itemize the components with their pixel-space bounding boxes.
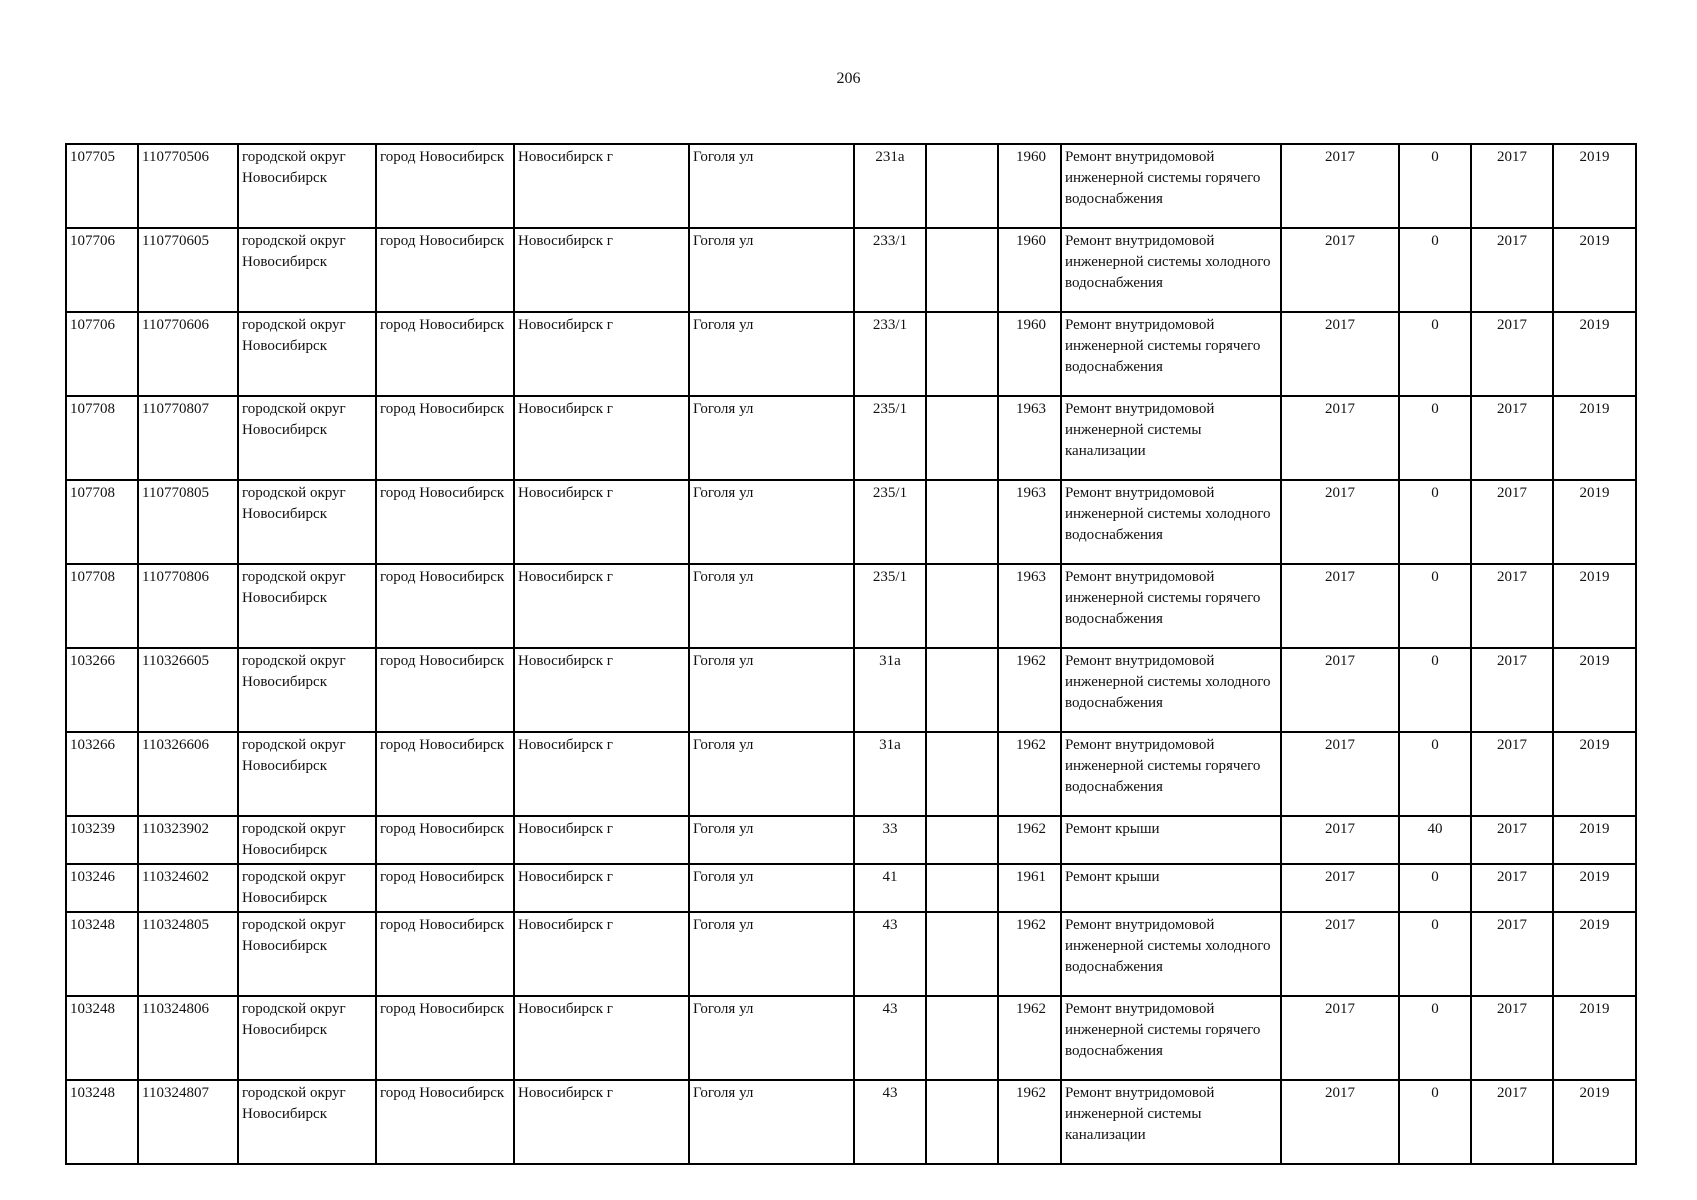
district-cell: городской округ Новосибирск (238, 996, 376, 1080)
end-year-cell: 2019 (1553, 312, 1636, 396)
work-type-cell: Ремонт внутридомовой инженерной системы горячего водоснабжения (1061, 564, 1281, 648)
start-year-cell: 2017 (1471, 312, 1553, 396)
start-year-cell: 2017 (1471, 816, 1553, 864)
house-number-cell: 235/1 (854, 564, 926, 648)
blank-cell (926, 996, 998, 1080)
street-cell: Гоголя ул (689, 312, 854, 396)
end-year-cell: 2019 (1553, 564, 1636, 648)
work-type-cell: Ремонт внутридомовой инженерной системы холодного водоснабжения (1061, 480, 1281, 564)
id-cell: 107706 (66, 312, 138, 396)
plan-year-cell: 2017 (1281, 144, 1399, 228)
year-built-cell: 1962 (998, 912, 1061, 996)
amount-cell: 40 (1399, 816, 1471, 864)
plan-year-cell: 2017 (1281, 564, 1399, 648)
work-type-cell: Ремонт крыши (1061, 816, 1281, 864)
table-row (66, 996, 1636, 1080)
table-row (66, 1080, 1636, 1164)
end-year-cell: 2019 (1553, 144, 1636, 228)
blank-cell (926, 864, 998, 912)
street-cell: Гоголя ул (689, 396, 854, 480)
house-number-cell: 31а (854, 648, 926, 732)
plan-year-cell: 2017 (1281, 864, 1399, 912)
plan-year-cell: 2017 (1281, 816, 1399, 864)
start-year-cell: 2017 (1471, 1080, 1553, 1164)
table-row (66, 912, 1636, 996)
page-number: 206 (836, 70, 861, 87)
settlement-cell: город Новосибирск (376, 732, 514, 816)
table-row (66, 732, 1636, 816)
district-cell: городской округ Новосибирск (238, 396, 376, 480)
blank-cell (926, 228, 998, 312)
city-cell: Новосибирск г (514, 648, 689, 732)
end-year-cell: 2019 (1553, 864, 1636, 912)
district-cell: городской округ Новосибирск (238, 912, 376, 996)
street-cell: Гоголя ул (689, 912, 854, 996)
street-cell: Гоголя ул (689, 996, 854, 1080)
id-cell: 103266 (66, 648, 138, 732)
id-cell: 107708 (66, 396, 138, 480)
house-number-cell: 43 (854, 912, 926, 996)
amount-cell: 0 (1399, 564, 1471, 648)
code-cell: 110770605 (138, 228, 238, 312)
end-year-cell: 2019 (1553, 996, 1636, 1080)
year-built-cell: 1963 (998, 480, 1061, 564)
district-cell: городской округ Новосибирск (238, 648, 376, 732)
year-built-cell: 1962 (998, 648, 1061, 732)
plan-year-cell: 2017 (1281, 312, 1399, 396)
district-cell: городской округ Новосибирск (238, 1080, 376, 1164)
plan-year-cell: 2017 (1281, 396, 1399, 480)
code-cell: 110770807 (138, 396, 238, 480)
blank-cell (926, 312, 998, 396)
settlement-cell: город Новосибирск (376, 396, 514, 480)
end-year-cell: 2019 (1553, 1080, 1636, 1164)
code-cell: 110326605 (138, 648, 238, 732)
table-row (66, 648, 1636, 732)
year-built-cell: 1962 (998, 996, 1061, 1080)
plan-year-cell: 2017 (1281, 228, 1399, 312)
district-cell: городской округ Новосибирск (238, 480, 376, 564)
amount-cell: 0 (1399, 396, 1471, 480)
id-cell: 107708 (66, 480, 138, 564)
start-year-cell: 2017 (1471, 396, 1553, 480)
plan-year-cell: 2017 (1281, 1080, 1399, 1164)
amount-cell: 0 (1399, 312, 1471, 396)
city-cell: Новосибирск г (514, 732, 689, 816)
year-built-cell: 1960 (998, 144, 1061, 228)
house-number-cell: 233/1 (854, 312, 926, 396)
start-year-cell: 2017 (1471, 912, 1553, 996)
year-built-cell: 1962 (998, 816, 1061, 864)
settlement-cell: город Новосибирск (376, 228, 514, 312)
year-built-cell: 1962 (998, 1080, 1061, 1164)
code-cell: 110324806 (138, 996, 238, 1080)
blank-cell (926, 480, 998, 564)
amount-cell: 0 (1399, 1080, 1471, 1164)
end-year-cell: 2019 (1553, 912, 1636, 996)
table-row (66, 480, 1636, 564)
code-cell: 110324807 (138, 1080, 238, 1164)
year-built-cell: 1963 (998, 564, 1061, 648)
blank-cell (926, 732, 998, 816)
settlement-cell: город Новосибирск (376, 912, 514, 996)
table-row (66, 396, 1636, 480)
code-cell: 110323902 (138, 816, 238, 864)
id-cell: 107706 (66, 228, 138, 312)
street-cell: Гоголя ул (689, 480, 854, 564)
work-type-cell: Ремонт внутридомовой инженерной системы горячего водоснабжения (1061, 732, 1281, 816)
settlement-cell: город Новосибирск (376, 648, 514, 732)
street-cell: Гоголя ул (689, 1080, 854, 1164)
code-cell: 110770606 (138, 312, 238, 396)
amount-cell: 0 (1399, 144, 1471, 228)
plan-year-cell: 2017 (1281, 648, 1399, 732)
plan-year-cell: 2017 (1281, 912, 1399, 996)
blank-cell (926, 144, 998, 228)
district-cell: городской округ Новосибирск (238, 312, 376, 396)
plan-year-cell: 2017 (1281, 732, 1399, 816)
city-cell: Новосибирск г (514, 480, 689, 564)
start-year-cell: 2017 (1471, 144, 1553, 228)
city-cell: Новосибирск г (514, 228, 689, 312)
end-year-cell: 2019 (1553, 480, 1636, 564)
blank-cell (926, 396, 998, 480)
work-type-cell: Ремонт внутридомовой инженерной системы холодного водоснабжения (1061, 648, 1281, 732)
city-cell: Новосибирск г (514, 396, 689, 480)
house-number-cell: 33 (854, 816, 926, 864)
table-row (66, 816, 1636, 864)
code-cell: 110326606 (138, 732, 238, 816)
id-cell: 103248 (66, 996, 138, 1080)
house-number-cell: 43 (854, 1080, 926, 1164)
start-year-cell: 2017 (1471, 864, 1553, 912)
year-built-cell: 1960 (998, 312, 1061, 396)
city-cell: Новосибирск г (514, 144, 689, 228)
id-cell: 103246 (66, 864, 138, 912)
start-year-cell: 2017 (1471, 480, 1553, 564)
work-type-cell: Ремонт внутридомовой инженерной системы канализации (1061, 396, 1281, 480)
code-cell: 110770506 (138, 144, 238, 228)
year-built-cell: 1961 (998, 864, 1061, 912)
city-cell: Новосибирск г (514, 312, 689, 396)
work-type-cell: Ремонт крыши (1061, 864, 1281, 912)
city-cell: Новосибирск г (514, 996, 689, 1080)
district-cell: городской округ Новосибирск (238, 864, 376, 912)
start-year-cell: 2017 (1471, 648, 1553, 732)
table-row (66, 144, 1636, 228)
year-built-cell: 1960 (998, 228, 1061, 312)
code-cell: 110324805 (138, 912, 238, 996)
table-row (66, 312, 1636, 396)
year-built-cell: 1963 (998, 396, 1061, 480)
start-year-cell: 2017 (1471, 996, 1553, 1080)
end-year-cell: 2019 (1553, 816, 1636, 864)
amount-cell: 0 (1399, 480, 1471, 564)
settlement-cell: город Новосибирск (376, 996, 514, 1080)
work-type-cell: Ремонт внутридомовой инженерной системы канализации (1061, 1080, 1281, 1164)
blank-cell (926, 648, 998, 732)
house-number-cell: 233/1 (854, 228, 926, 312)
work-type-cell: Ремонт внутридомовой инженерной системы горячего водоснабжения (1061, 996, 1281, 1080)
settlement-cell: город Новосибирск (376, 480, 514, 564)
settlement-cell: город Новосибирск (376, 1080, 514, 1164)
district-cell: городской округ Новосибирск (238, 816, 376, 864)
street-cell: Гоголя ул (689, 864, 854, 912)
start-year-cell: 2017 (1471, 228, 1553, 312)
house-number-cell: 235/1 (854, 396, 926, 480)
district-cell: городской округ Новосибирск (238, 144, 376, 228)
amount-cell: 0 (1399, 864, 1471, 912)
plan-year-cell: 2017 (1281, 996, 1399, 1080)
amount-cell: 0 (1399, 732, 1471, 816)
code-cell: 110770806 (138, 564, 238, 648)
settlement-cell: город Новосибирск (376, 816, 514, 864)
id-cell: 103239 (66, 816, 138, 864)
house-number-cell: 31а (854, 732, 926, 816)
house-number-cell: 43 (854, 996, 926, 1080)
city-cell: Новосибирск г (514, 864, 689, 912)
street-cell: Гоголя ул (689, 648, 854, 732)
street-cell: Гоголя ул (689, 144, 854, 228)
work-type-cell: Ремонт внутридомовой инженерной системы горячего водоснабжения (1061, 312, 1281, 396)
code-cell: 110324602 (138, 864, 238, 912)
district-cell: городской округ Новосибирск (238, 564, 376, 648)
table-row (66, 228, 1636, 312)
id-cell: 103248 (66, 912, 138, 996)
blank-cell (926, 1080, 998, 1164)
end-year-cell: 2019 (1553, 396, 1636, 480)
table-row (66, 864, 1636, 912)
settlement-cell: город Новосибирск (376, 144, 514, 228)
work-type-cell: Ремонт внутридомовой инженерной системы холодного водоснабжения (1061, 228, 1281, 312)
table-row (66, 564, 1636, 648)
house-number-cell: 235/1 (854, 480, 926, 564)
district-cell: городской округ Новосибирск (238, 228, 376, 312)
city-cell: Новосибирск г (514, 816, 689, 864)
work-type-cell: Ремонт внутридомовой инженерной системы холодного водоснабжения (1061, 912, 1281, 996)
blank-cell (926, 564, 998, 648)
id-cell: 103248 (66, 1080, 138, 1164)
id-cell: 107705 (66, 144, 138, 228)
street-cell: Гоголя ул (689, 732, 854, 816)
district-cell: городской округ Новосибирск (238, 732, 376, 816)
city-cell: Новосибирск г (514, 912, 689, 996)
amount-cell: 0 (1399, 912, 1471, 996)
amount-cell: 0 (1399, 228, 1471, 312)
end-year-cell: 2019 (1553, 732, 1636, 816)
year-built-cell: 1962 (998, 732, 1061, 816)
city-cell: Новосибирск г (514, 1080, 689, 1164)
house-number-cell: 41 (854, 864, 926, 912)
blank-cell (926, 816, 998, 864)
street-cell: Гоголя ул (689, 816, 854, 864)
house-number-cell: 231а (854, 144, 926, 228)
repair-schedule-table (65, 143, 1637, 1165)
code-cell: 110770805 (138, 480, 238, 564)
start-year-cell: 2017 (1471, 732, 1553, 816)
settlement-cell: город Новосибирск (376, 564, 514, 648)
settlement-cell: город Новосибирск (376, 864, 514, 912)
amount-cell: 0 (1399, 996, 1471, 1080)
street-cell: Гоголя ул (689, 228, 854, 312)
id-cell: 107708 (66, 564, 138, 648)
amount-cell: 0 (1399, 648, 1471, 732)
blank-cell (926, 912, 998, 996)
street-cell: Гоголя ул (689, 564, 854, 648)
id-cell: 103266 (66, 732, 138, 816)
end-year-cell: 2019 (1553, 228, 1636, 312)
city-cell: Новосибирск г (514, 564, 689, 648)
settlement-cell: город Новосибирск (376, 312, 514, 396)
work-type-cell: Ремонт внутридомовой инженерной системы горячего водоснабжения (1061, 144, 1281, 228)
plan-year-cell: 2017 (1281, 480, 1399, 564)
start-year-cell: 2017 (1471, 564, 1553, 648)
end-year-cell: 2019 (1553, 648, 1636, 732)
